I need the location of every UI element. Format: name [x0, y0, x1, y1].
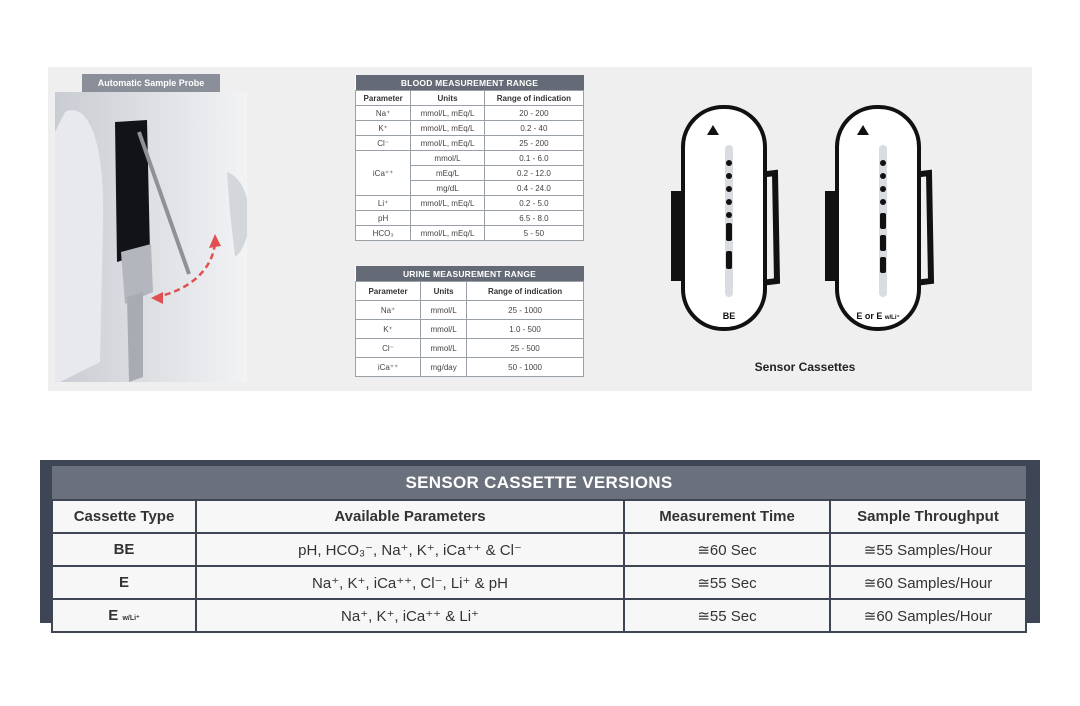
sensor-dot-icon [880, 186, 886, 192]
cassette-e-body [837, 107, 919, 329]
cassette-e-left-clip [825, 191, 835, 281]
unit-cell: mEq/L [411, 166, 485, 181]
range-cell: 0.1 - 6.0 [484, 151, 583, 166]
header-units: Units [421, 282, 467, 301]
sensor-bar-icon [726, 251, 732, 269]
probe-arm [115, 120, 150, 262]
header-parameter: Parameter [356, 91, 411, 106]
sensor-bar-icon [726, 223, 732, 241]
table-row [356, 339, 584, 358]
range-cell: 5 - 50 [484, 226, 583, 241]
header-parameter: Parameter [356, 282, 421, 301]
range-cell: 0.2 - 5.0 [484, 196, 583, 211]
sensor-cassettes-illustration [665, 105, 955, 335]
parameters-cell: pH, HCO₃⁻, Na⁺, K⁺, iCa⁺⁺ & Cl⁻ [196, 533, 624, 566]
table-row [356, 301, 584, 320]
param-cell: Na⁺ [356, 301, 421, 320]
header-cassette-type: Cassette Type [52, 500, 196, 533]
range-cell: 0.2 - 12.0 [484, 166, 583, 181]
header-range: Range of indication [467, 282, 584, 301]
param-cell: pH [356, 211, 411, 226]
param-cell: Li⁺ [356, 196, 411, 211]
parameters-cell: Na⁺, K⁺, iCa⁺⁺, Cl⁻, Li⁺ & pH [196, 566, 624, 599]
cassette-be-body [683, 107, 765, 329]
param-cell: iCa⁺⁺ [356, 358, 421, 377]
cassette-be [671, 107, 777, 329]
table-row [356, 196, 584, 211]
table-row [356, 151, 584, 166]
parameters-cell: Na⁺, K⁺, iCa⁺⁺ & Li⁺ [196, 599, 624, 632]
param-cell: Na⁺ [356, 106, 411, 121]
header-units: Units [411, 91, 485, 106]
table-header-row [356, 282, 584, 301]
sensor-bar-icon [880, 257, 886, 273]
unit-cell: mmol/L, mEq/L [411, 121, 485, 136]
throughput-cell: ≅60 Samples/Hour [830, 566, 1026, 599]
range-cell: 20 - 200 [484, 106, 583, 121]
param-cell: Cl⁻ [356, 136, 411, 151]
sample-probe-illustration [55, 92, 247, 382]
probe-label: Automatic Sample Probe [82, 74, 220, 92]
range-cell: 50 - 1000 [467, 358, 584, 377]
table-row [356, 358, 584, 377]
cassette-e-label-main: E or E [856, 311, 883, 321]
table-row [52, 599, 1026, 632]
sensor-cassette-versions-table [51, 466, 1027, 633]
unit-cell: mmol/L [421, 320, 467, 339]
sensor-dot-icon [880, 160, 886, 166]
table-row [356, 136, 584, 151]
unit-cell: mmol/L [421, 339, 467, 358]
table-row [52, 566, 1026, 599]
param-cell: K⁺ [356, 320, 421, 339]
sensor-dot-icon [726, 199, 732, 205]
range-cell: 0.2 - 40 [484, 121, 583, 136]
unit-cell [411, 211, 485, 226]
measurement-time-cell: ≅60 Sec [624, 533, 830, 566]
sensor-dot-icon [726, 186, 732, 192]
sample-probe-photo [55, 92, 247, 382]
sensor-bar-icon [880, 213, 886, 229]
cassette-type-cell [52, 533, 196, 566]
sensor-dot-icon [726, 173, 732, 179]
unit-cell: mmol/L, mEq/L [411, 196, 485, 211]
urine-measurement-table [355, 266, 584, 377]
sensor-dot-icon [880, 173, 886, 179]
unit-cell: mmol/L, mEq/L [411, 136, 485, 151]
range-cell: 0.4 - 24.0 [484, 181, 583, 196]
urine-table-title: URINE MEASUREMENT RANGE [356, 266, 584, 282]
throughput-cell: ≅55 Samples/Hour [830, 533, 1026, 566]
cassette-type-sub: w/Li⁺ [122, 615, 140, 622]
cassette-type-cell [52, 599, 196, 632]
unit-cell: mmol/L [411, 151, 485, 166]
sensor-bar-icon [880, 235, 886, 251]
blood-table-title: BLOOD MEASUREMENT RANGE [356, 75, 584, 91]
cassette-type-cell [52, 566, 196, 599]
sensor-cassettes-caption: Sensor Cassettes [754, 360, 856, 374]
unit-cell: mmol/L, mEq/L [411, 106, 485, 121]
param-cell: K⁺ [356, 121, 411, 136]
blood-measurement-table [355, 75, 584, 241]
table-header-row [52, 500, 1026, 533]
cassette-type-value: BE [113, 541, 135, 558]
cassette-e-label-sub: w/Li⁺ [884, 315, 900, 321]
table-row [356, 106, 584, 121]
range-cell: 25 - 500 [467, 339, 584, 358]
range-cell: 6.5 - 8.0 [484, 211, 583, 226]
measurement-time-cell: ≅55 Sec [624, 566, 830, 599]
unit-cell: mg/day [421, 358, 467, 377]
cassette-type-value: E [118, 574, 129, 591]
table-row [356, 121, 584, 136]
header-available-parameters: Available Parameters [196, 500, 624, 533]
header-range: Range of indication [484, 91, 583, 106]
versions-table-title: SENSOR CASSETTE VERSIONS [52, 466, 1026, 500]
range-cell: 25 - 200 [484, 136, 583, 151]
measurement-time-cell: ≅55 Sec [624, 599, 830, 632]
param-cell: HCO₃ [356, 226, 411, 241]
table-row [356, 226, 584, 241]
throughput-cell: ≅60 Samples/Hour [830, 599, 1026, 632]
range-cell: 25 - 1000 [467, 301, 584, 320]
param-cell: Cl⁻ [356, 339, 421, 358]
cassette-be-channel [725, 145, 733, 297]
header-measurement-time: Measurement Time [624, 500, 830, 533]
unit-cell: mmol/L [421, 301, 467, 320]
sensor-dot-icon [726, 160, 732, 166]
cassette-type-value: E [108, 607, 119, 624]
param-cell: iCa⁺⁺ [356, 151, 411, 196]
table-row [356, 211, 584, 226]
probe-rail [127, 292, 143, 382]
cassette-be-left-clip [671, 191, 681, 281]
range-cell: 1.0 - 500 [467, 320, 584, 339]
table-row [52, 533, 1026, 566]
unit-cell: mg/dL [411, 181, 485, 196]
table-row [356, 320, 584, 339]
sensor-dot-icon [880, 199, 886, 205]
sensor-dot-icon [726, 212, 732, 218]
header-sample-throughput: Sample Throughput [830, 500, 1026, 533]
housing-left [55, 110, 103, 382]
unit-cell: mmol/L, mEq/L [411, 226, 485, 241]
table-header-row [356, 91, 584, 106]
cassette-e [825, 107, 931, 329]
cassette-be-label: BE [722, 311, 736, 321]
